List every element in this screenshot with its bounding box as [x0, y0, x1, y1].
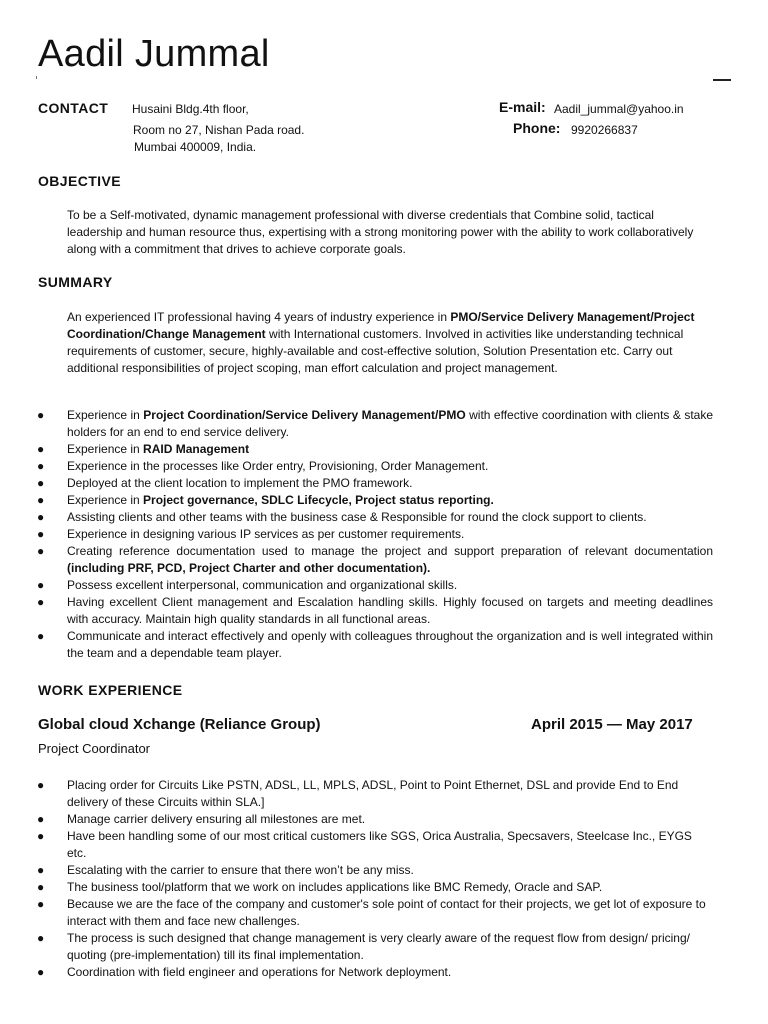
work-bullet: ● The process is such designed that change management is very clearly aware of the request flow from design/ pricing/ quoting (pre-implementation) till its final implementation.	[37, 931, 690, 962]
address-line-3: Mumbai 400009, India.	[134, 140, 257, 154]
bullet-icon: ●	[37, 476, 45, 490]
employment-dates: April 2015 — May 2017	[531, 716, 693, 733]
email-value: Aadil_jummal@yahoo.in	[554, 102, 684, 116]
bullet-icon: ●	[37, 880, 45, 894]
summary-bullet: ● Experience in Project Coordination/Service Delivery Management/PMO with effective coordination with clients & stake holders for an end to end service delivery.	[37, 408, 714, 439]
bullet-icon: ●	[37, 510, 45, 524]
bullet-icon: ●	[37, 812, 45, 826]
work-experience-heading: WORK EXPERIENCE	[38, 682, 183, 698]
candidate-name: Aadil Jummal	[38, 33, 270, 75]
phone-label: Phone:	[513, 120, 561, 136]
company-name: Global cloud Xchange (Reliance Group)	[38, 716, 321, 733]
bullet-icon: ●	[37, 578, 45, 592]
bullet-icon: ●	[37, 493, 45, 507]
bullet-icon: ●	[37, 931, 45, 945]
work-bullet: ● Coordination with field engineer and operations for Network deployment.	[37, 965, 452, 979]
bullet-icon: ●	[37, 897, 45, 911]
work-bullet: ● Escalating with the carrier to ensure that there won’t be any miss.	[37, 863, 414, 877]
summary-heading: SUMMARY	[38, 274, 113, 290]
summary-bullet: ● Having excellent Client management and Escalation handling skills. Highly focused on targets and meeting deadlines with accuracy. Maintain high quality standards in all functional areas.	[37, 595, 713, 626]
summary-intro: An experienced IT professional having 4 years of industry experience in PMO/Service Delivery Management/Project Coordination/Change Management with International customers. Involved in activities like understanding technical requirements of customer, secure, highly-available and cost-effective solution, Solution Presentation etc. Carry out additional responsibilities of project scoping, man effort calculation and project management.	[67, 310, 695, 375]
summary-bullet: ● Experience in the processes like Order entry, Provisioning, Order Management.	[37, 459, 489, 473]
bullet-icon: ●	[37, 527, 45, 541]
job-role: Project Coordinator	[38, 741, 150, 756]
objective-text: To be a Self-motivated, dynamic management professional with diverse credentials that Combine solid, tactical leadership and human resource thus, expertising with a strong monitoring power with the ability to work collaboratively along with a commitment that drives to achieve corporate goals.	[67, 208, 694, 256]
summary-bullet: ● Deployed at the client location to implement the PMO framework.	[37, 476, 413, 490]
work-bullet: ● The business tool/platform that we work on includes applications like BMC Remedy, Oracle and SAP.	[37, 880, 603, 894]
bullet-icon: ●	[37, 629, 45, 643]
bullet-icon: ●	[37, 829, 45, 843]
summary-bullet: ● Communicate and interact effectively and openly with colleagues throughout the organization and is well integrated within the team and a dependable team player.	[37, 629, 713, 660]
summary-bullet: ● Possess excellent interpersonal, communication and organizational skills.	[37, 578, 458, 592]
bullet-icon: ●	[37, 442, 45, 456]
summary-bullet: ● Creating reference documentation used to manage the project and support preparation of relevant documentation (including PRF, PCD, Project Charter and other documentation).	[37, 544, 713, 575]
header-dash	[713, 79, 731, 81]
bullet-icon: ●	[37, 459, 45, 473]
contact-heading: CONTACT	[38, 100, 109, 116]
work-bullet: ● Placing order for Circuits Like PSTN, ADSL, LL, MPLS, ADSL, Point to Point Ethernet, DSL and provide End to End delivery of these Circuits within SLA.]	[37, 778, 679, 809]
address-line-1: Husaini Bldg.4th floor,	[132, 102, 249, 116]
work-bullet-list	[37, 777, 712, 981]
bullet-icon: ●	[37, 595, 45, 609]
bullet-icon: ●	[37, 544, 45, 558]
ruler-tick	[36, 76, 37, 79]
summary-bullet: ● Experience in designing various IP services as per customer requirements.	[37, 527, 465, 541]
bullet-icon: ●	[37, 408, 45, 422]
email-label: E-mail:	[499, 99, 546, 115]
summary-bullet: ● Experience in RAID Management	[37, 442, 250, 456]
work-bullet: ● Manage carrier delivery ensuring all milestones are met.	[37, 812, 366, 826]
work-bullet: ● Because we are the face of the company and customer's sole point of contact for their projects, we get lot of exposure to interact with them and face new challenges.	[37, 897, 706, 928]
summary-bullet: ● Experience in Project governance, SDLC Lifecycle, Project status reporting.	[37, 493, 494, 507]
bullet-icon: ●	[37, 965, 45, 979]
bullet-icon: ●	[37, 863, 45, 877]
summary-bullet: ● Assisting clients and other teams with the business case & Responsible for round the clock support to clients.	[37, 510, 647, 524]
summary-bullet-list	[37, 407, 714, 662]
work-bullet: ● Have been handling some of our most critical customers like SGS, Orica Australia, Specsavers, Steelcase Inc., EYGS etc.	[37, 829, 692, 860]
phone-value: 9920266837	[571, 123, 638, 137]
bullet-icon: ●	[37, 778, 45, 792]
objective-heading: OBJECTIVE	[38, 173, 121, 189]
address-line-2: Room no 27, Nishan Pada road.	[133, 123, 305, 137]
